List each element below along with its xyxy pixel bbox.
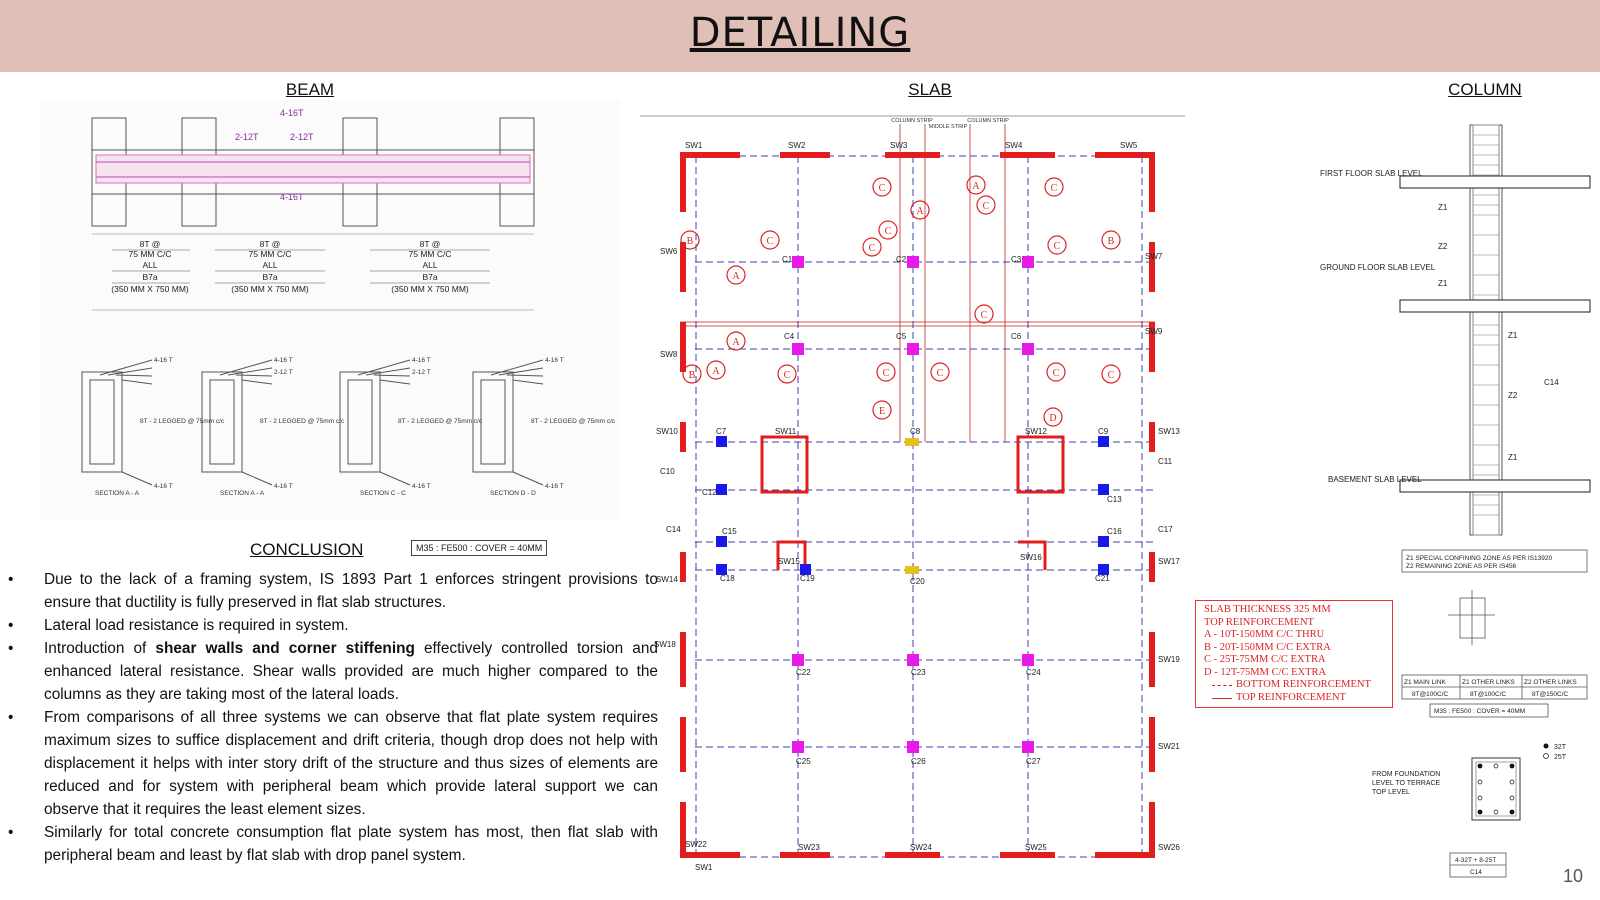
strip-label-column: COLUMN STRIP (891, 118, 933, 124)
conclusion-item (8, 821, 658, 867)
column-id-label: C14 (1544, 378, 1559, 387)
bar-legend-25t: 25T (1554, 754, 1567, 761)
column-label: C3 (1011, 255, 1022, 264)
column-label: C21 (1095, 574, 1110, 583)
schedule-1-zone: ALL (142, 260, 158, 270)
schedule-2-spacing: 75 MM C/C (248, 249, 292, 259)
bar-mark-c: C (982, 201, 990, 212)
schedule-3-spacing: 75 MM C/C (408, 249, 452, 259)
column-label: C26 (911, 757, 926, 766)
conclusion-item (8, 706, 658, 821)
column-grade-tag: M35 : FE500 : COVER = 40MM (1434, 708, 1526, 715)
beam-extra-bar-label-2: 2-12T (290, 132, 314, 142)
slab-plan-drawing (640, 112, 1195, 897)
schedule-3-stirrup: 8T @ (419, 239, 441, 249)
wall-label: SW2 (788, 141, 806, 150)
wall-label: SW15 (778, 557, 800, 566)
column-label: C22 (796, 668, 811, 677)
section-3-mid: 2-12 T (412, 369, 431, 376)
column-label: C8 (910, 427, 921, 436)
links-value: 8T@100C/C (1412, 691, 1449, 698)
bar-mark-c: C (936, 368, 944, 379)
wall-label: SW12 (1025, 427, 1047, 436)
bar-mark-a: A (916, 206, 924, 217)
section-4-stirrup: 8T - 2 LEGGED @ 75mm c/c (531, 418, 616, 425)
section-3-top: 4-16 T (412, 357, 431, 364)
conclusion-item (8, 614, 658, 637)
conclusion-item (8, 637, 658, 706)
beam-bottom-bar-label: 4-16T (280, 192, 304, 202)
wall-label: SW14 (656, 575, 678, 584)
beam-top-bar-label: 4-16T (280, 108, 304, 118)
conclusion-item-text: Due to the lack of a framing system, IS 1893 Part 1 enforces stringent provisions to ensure that ductility is fully preserved in flat slab structures. (44, 571, 658, 611)
wall-label: SW22 (685, 840, 707, 849)
column-label: C12 (702, 488, 717, 497)
column-label: C25 (796, 757, 811, 766)
zone-label: Z1 (1438, 203, 1448, 212)
bullet-dot: • (8, 571, 14, 588)
zone-label: Z1 (1438, 279, 1448, 288)
section-2-stirrup: 8T - 2 LEGGED @ 75mm c/c (260, 418, 345, 425)
bar-mark-c: C (884, 226, 892, 237)
zone-label: Z1 (1508, 331, 1518, 340)
bar-mark-c: C (1053, 241, 1061, 252)
level-label-first-floor: FIRST FLOOR SLAB LEVEL (1320, 169, 1423, 178)
column-label: C27 (1026, 757, 1041, 766)
schedule-2-size: (350 MM X 750 MM) (231, 284, 309, 294)
column-note-z1: Z1 SPECIAL CONFINING ZONE AS PER IS13920 (1406, 555, 1553, 562)
schedule-3-id: B7a (422, 272, 438, 282)
beam-section-title: BEAM (285, 80, 335, 99)
section-2-name: SECTION A - A (220, 490, 265, 497)
bar-mark-c: C (980, 310, 988, 321)
column-label: C1 (782, 255, 793, 264)
section-2-mid: 2-12 T (274, 369, 293, 376)
section-2-top: 4-16 T (274, 357, 293, 364)
column-label: C19 (800, 574, 815, 583)
bar-mark-a: A (972, 181, 980, 192)
bar-mark-c: C (783, 370, 791, 381)
zone-label: Z1 (1508, 453, 1518, 462)
level-label-basement: BASEMENT SLAB LEVEL (1328, 475, 1422, 484)
bar-mark-d: D (1049, 413, 1057, 424)
section-1-bottom: 4-16 T (154, 483, 173, 490)
bar-mark-e: E (878, 406, 886, 417)
wall-label: SW24 (910, 843, 932, 852)
bar-mark-b: B (686, 236, 694, 247)
bar-mark-a: A (732, 271, 740, 282)
bar-mark-c: C (878, 183, 886, 194)
legend-top-reinforcement: TOP REINFORCEMENT (1204, 692, 1384, 705)
column-label: C16 (1107, 527, 1122, 536)
legend-line: C - 25T-75MM C/C EXTRA (1204, 654, 1326, 665)
legend-line: B - 20T-150MM C/C EXTRA (1204, 641, 1331, 653)
page-number: 10 (1563, 866, 1584, 886)
column-label: C20 (910, 577, 925, 586)
legend-bottom-reinforcement: BOTTOM REINFORCEMENT (1204, 679, 1384, 692)
bar-mark-c: C (766, 236, 774, 247)
bar-mark-b: B (688, 370, 696, 381)
links-header: Z1 MAIN LINK (1404, 679, 1446, 686)
section-2-bottom: 4-16 T (274, 483, 293, 490)
column-label: C5 (896, 332, 907, 341)
wall-label: SW26 (1158, 843, 1180, 852)
wall-label: SW16 (1020, 553, 1042, 562)
schedule-3-zone: ALL (422, 260, 438, 270)
column-label: C7 (716, 427, 727, 436)
links-header: Z1 OTHER LINKS (1462, 679, 1515, 686)
wall-label: SW7 (1145, 252, 1163, 261)
schedule-1-spacing: 75 MM C/C (128, 249, 172, 259)
bullet-dot: • (8, 824, 14, 841)
strip-label-column: COLUMN STRIP (967, 118, 1009, 124)
legend-line: SLAB THICKNESS 325 MM (1204, 604, 1331, 615)
section-4-name: SECTION D - D (490, 490, 536, 497)
conclusion-item-bold: shear walls and corner stiffening (155, 640, 415, 657)
column-label: C4 (784, 332, 795, 341)
section-4-top: 4-16 T (545, 357, 564, 364)
column-label: C18 (720, 574, 735, 583)
column-label: C23 (911, 668, 926, 677)
bullet-dot: • (8, 709, 14, 726)
column-label: C10 (660, 467, 675, 476)
conclusion-item-post: effectively controlled torsion and enhanced lateral resistance. Shear walls provided are much higher compared to the columns as they are taking most of the lateral loads. (44, 640, 658, 703)
column-detail-drawing (1310, 110, 1600, 900)
column-label: C13 (1107, 495, 1122, 504)
wall-label: SW23 (798, 843, 820, 852)
column-label: C11 (1158, 457, 1173, 466)
column-label: C14 (666, 525, 681, 534)
bar-mark-c: C (882, 368, 890, 379)
links-header: Z2 OTHER LINKS (1524, 679, 1577, 686)
column-label: C6 (1011, 332, 1022, 341)
conclusion-item-pre: Introduction of (44, 640, 156, 657)
wall-label: SW21 (1158, 742, 1180, 751)
bullet-dot: • (8, 640, 14, 657)
legend-line: A - 10T-150MM C/C THRU (1204, 629, 1325, 640)
wall-label: SW6 (660, 247, 678, 256)
column-label: C9 (1098, 427, 1109, 436)
section-id-label: C14 (1470, 869, 1482, 876)
schedule-1-size: (350 MM X 750 MM) (111, 284, 189, 294)
links-value: 8T@100C/C (1470, 691, 1507, 698)
bar-mark-c: C (1052, 368, 1060, 379)
wall-label: SW10 (656, 427, 678, 436)
level-label-ground-floor: GROUND FLOOR SLAB LEVEL (1320, 263, 1436, 272)
zone-label: Z2 (1508, 391, 1518, 400)
legend-line: D - 12T-75MM C/C EXTRA (1204, 666, 1327, 678)
column-label: C17 (1158, 525, 1173, 534)
wall-label: SW1 (695, 863, 713, 872)
wall-label: SW9 (1145, 327, 1163, 336)
beam-detail-drawing (40, 100, 620, 520)
conclusion-item (8, 568, 658, 614)
slab-section-title: SLAB (908, 80, 952, 99)
wall-label: SW8 (660, 350, 678, 359)
column-from-text: FROM FOUNDATION LEVEL TO TERRACE TOP LEVEL (1372, 771, 1441, 796)
schedule-1-stirrup: 8T @ (139, 239, 161, 249)
wall-label: SW11 (775, 427, 797, 436)
wall-label: SW5 (1120, 141, 1138, 150)
schedule-2-id: B7a (262, 272, 278, 282)
page-title: DETAILING (689, 10, 911, 56)
conclusion-list (8, 568, 658, 867)
wall-label: SW4 (1005, 141, 1023, 150)
section-1-name: SECTION A - A (95, 490, 140, 497)
wall-label: SW3 (890, 141, 908, 150)
zone-label: Z2 (1438, 242, 1448, 251)
column-section-title: COLUMN (1448, 80, 1522, 99)
bar-legend-32t: 32T (1554, 744, 1567, 751)
conclusion-item-text: Similarly for total concrete consumption flat plate system has most, then flat slab with peripheral beam and least by flat slab with drop panel system. (44, 824, 658, 864)
column-label: C15 (722, 527, 737, 536)
bar-mark-a: A (712, 366, 720, 377)
legend-line: TOP REINFORCEMENT (1204, 616, 1314, 628)
wall-label: SW1 (685, 141, 703, 150)
column-label: C2 (896, 255, 907, 264)
bar-mark-b: B (1107, 236, 1115, 247)
conclusion-title: CONCLUSION (250, 540, 364, 559)
section-1-stirrup: 8T - 2 LEGGED @ 75mm c/c (140, 418, 225, 425)
wall-label: SW18 (654, 640, 676, 649)
bar-mark-a: A (732, 337, 740, 348)
section-3-bottom: 4-16 T (412, 483, 431, 490)
section-1-top: 4-16 T (154, 357, 173, 364)
bullet-dot: • (8, 617, 14, 634)
concrete-grade-tag: M35 : FE500 : COVER = 40MM (411, 540, 547, 556)
bar-mark-c: C (868, 243, 876, 254)
section-bars-label: 4-32T + 8-25T (1455, 857, 1497, 864)
conclusion-item-text: Lateral load resistance is required in system. (44, 617, 349, 634)
bar-mark-c: C (1107, 370, 1115, 381)
section-4-bottom: 4-16 T (545, 483, 564, 490)
bar-mark-c: C (1050, 183, 1058, 194)
section-3-name: SECTION C - C (360, 490, 406, 497)
column-label: C24 (1026, 668, 1041, 677)
section-3-stirrup: 8T - 2 LEGGED @ 75mm c/c (398, 418, 483, 425)
strip-label-middle: MIDDLE STRIP (928, 124, 968, 130)
schedule-3-size: (350 MM X 750 MM) (391, 284, 469, 294)
beam-extra-bar-label-1: 2-12T (235, 132, 259, 142)
wall-label: SW17 (1158, 557, 1180, 566)
schedule-1-id: B7a (142, 272, 158, 282)
links-value: 8T@150C/C (1532, 691, 1569, 698)
wall-label: SW13 (1158, 427, 1180, 436)
conclusion-item-text: From comparisons of all three systems we can observe that flat plate system requires maximum sizes to suffice displacement and drift criteria, though drop does not help with displacement it helps with inter story drift of the structure and thus sizes of elements are reduced and for system with peripheral beam which provide lateral support we can observe that it requires the least element sizes. (44, 709, 658, 818)
wall-label: SW25 (1025, 843, 1047, 852)
wall-label: SW19 (1158, 655, 1180, 664)
schedule-2-stirrup: 8T @ (259, 239, 281, 249)
schedule-2-zone: ALL (262, 260, 278, 270)
column-note-z2: Z2 REMAINING ZONE AS PER IS456 (1406, 563, 1517, 570)
